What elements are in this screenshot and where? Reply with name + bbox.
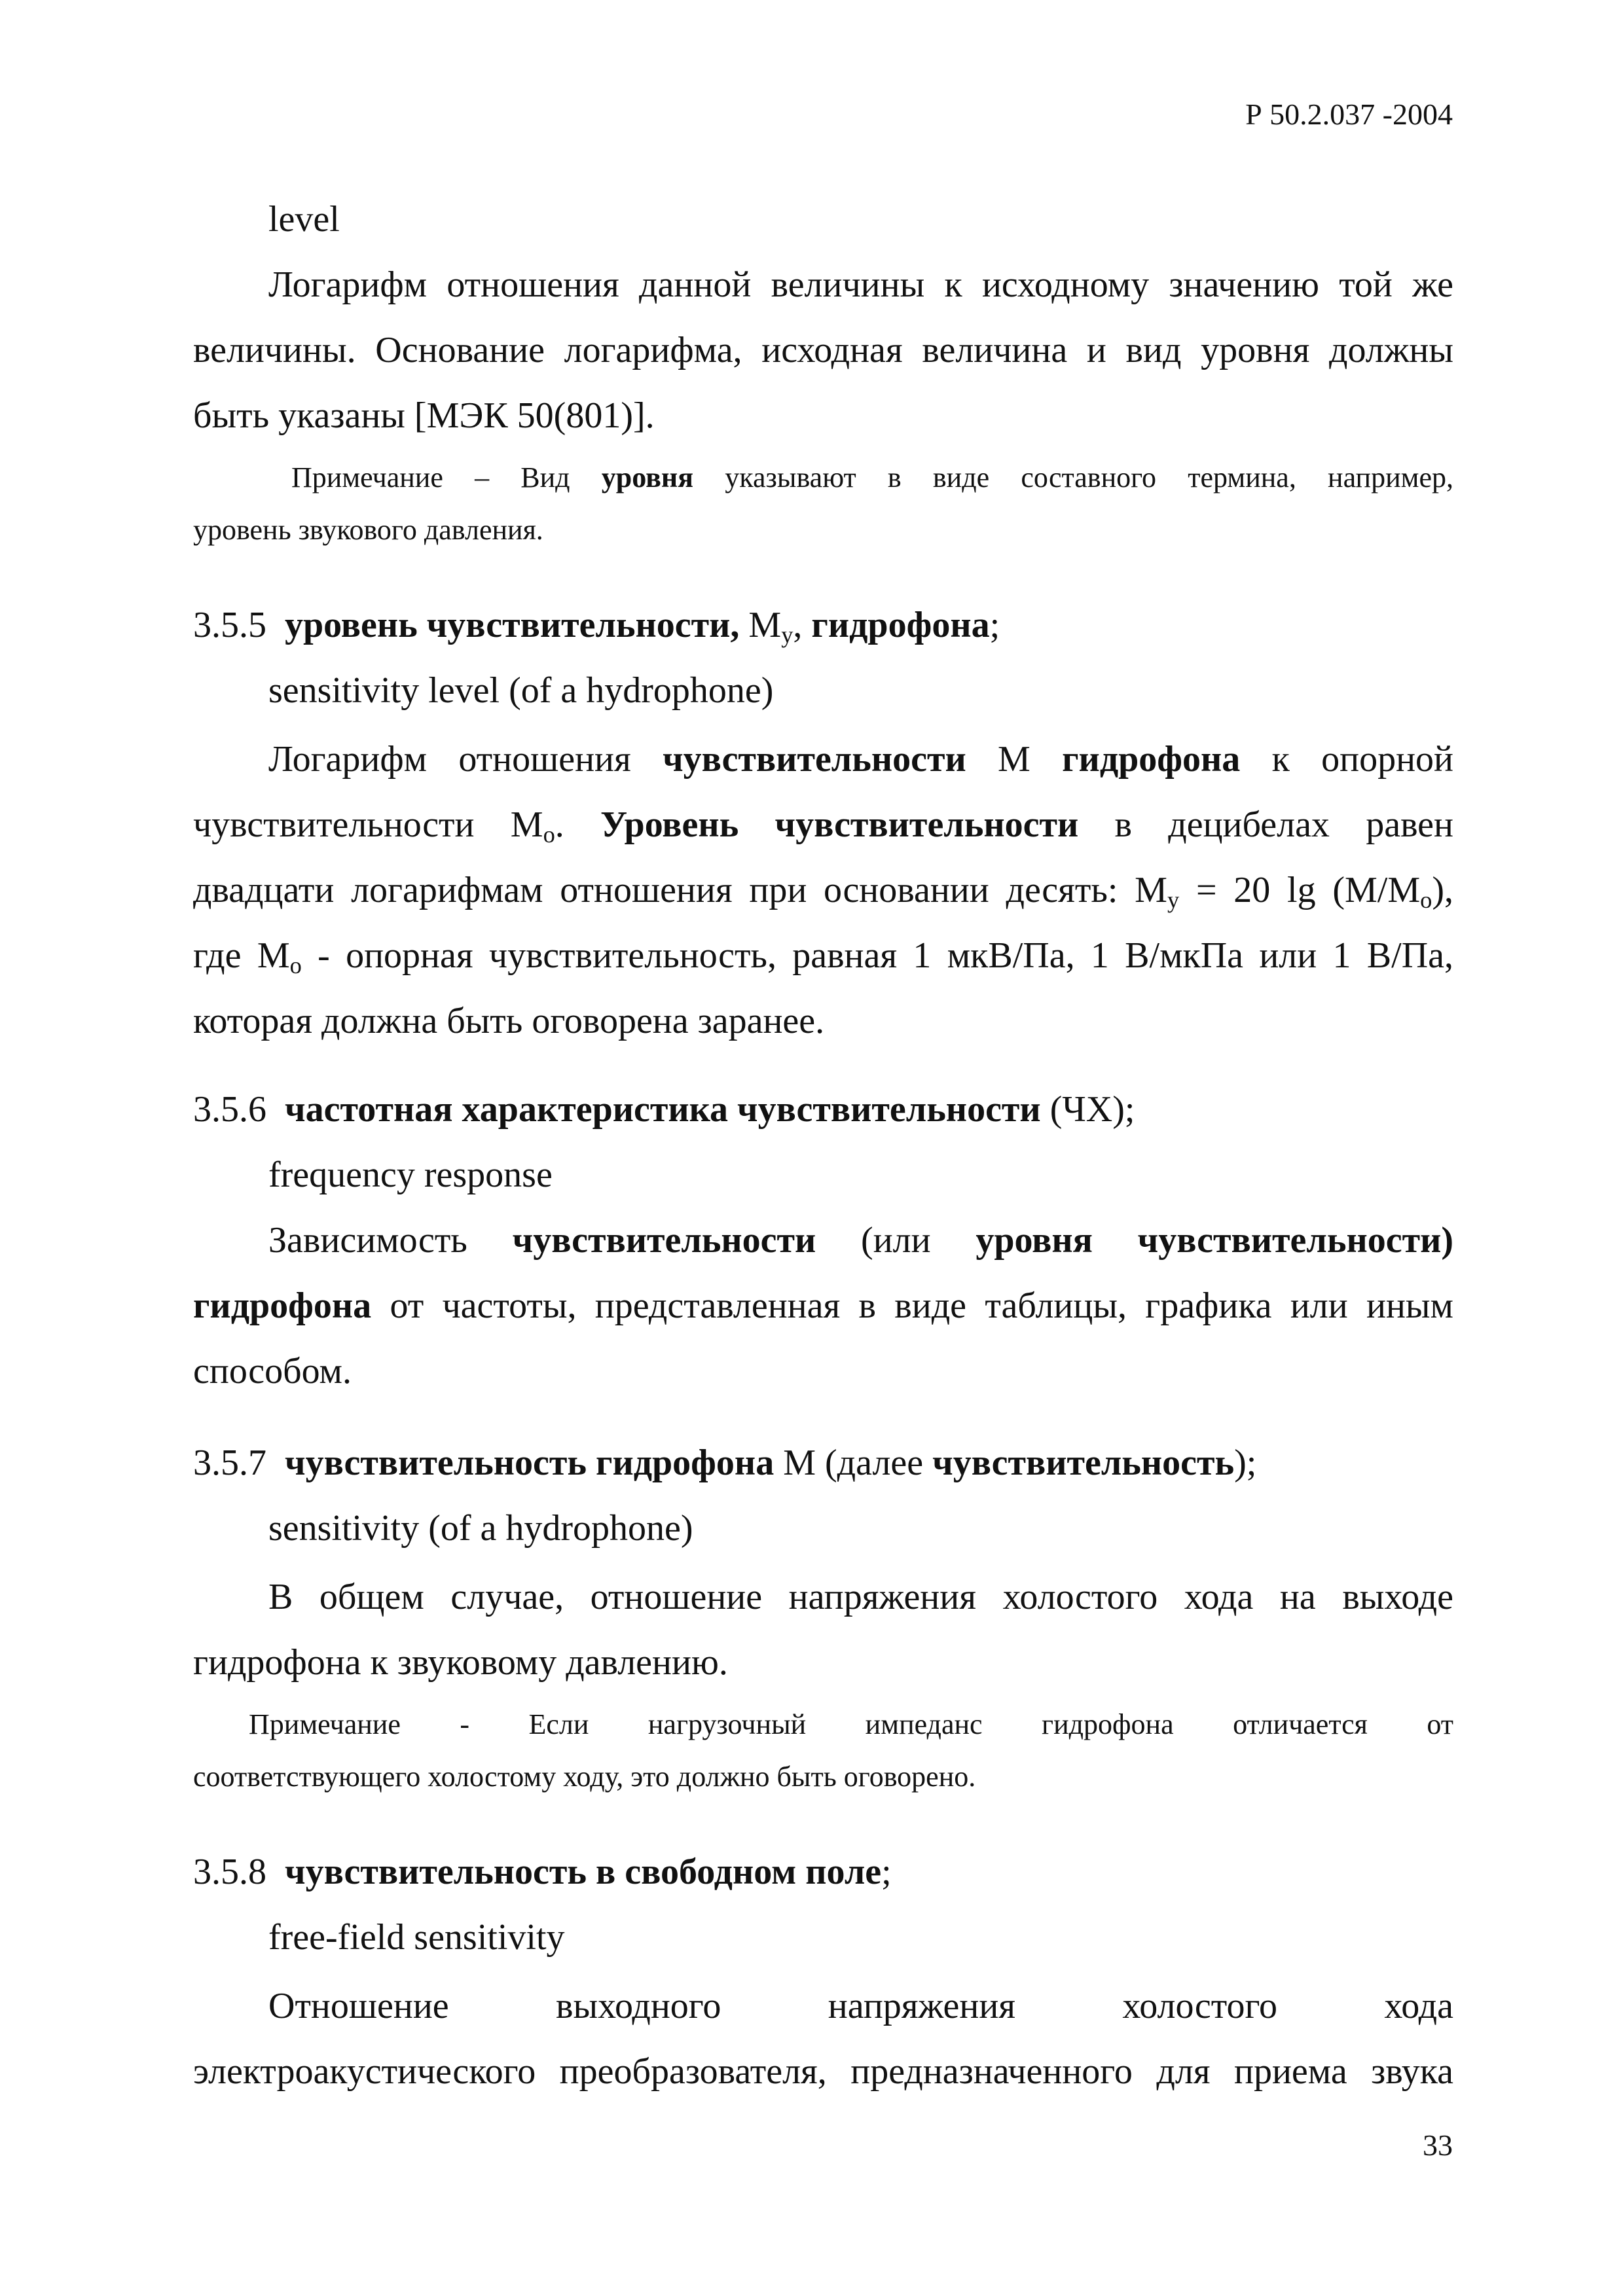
definition-line: чувствительности $M_o$. Уровень чувствительности в децибелах равен	[193, 804, 1454, 848]
definition-line: величины. Основание логарифма, исходная величина и вид уровня должны	[193, 330, 1453, 370]
english-term: sensitivity (of a hydrophone)	[268, 1508, 693, 1549]
definition-line: Зависимость чувствительности (или уровня чувствительности)	[268, 1220, 1453, 1261]
page-number: 33	[1423, 2128, 1453, 2162]
definition-line: Логарифм отношения чувствительности M гидрофона к опорной	[268, 739, 1454, 780]
definition-line: где $M_o$ - опорная чувствительность, равная 1 мкВ/Па, 1 В/мкПа или 1 В/Па,	[193, 935, 1453, 979]
note-line: соответствующего холостому ходу, это должно быть оговорено.	[193, 1761, 976, 1793]
definition-line: способом.	[193, 1351, 352, 1391]
note-line: уровень звукового давления.	[193, 514, 543, 546]
definition-line: гидрофона к звуковому давлению.	[193, 1642, 728, 1683]
english-term: free-field sensitivity	[268, 1917, 565, 1958]
section-heading: 3.5.8 чувствительность в свободном поле;	[193, 1852, 892, 1892]
english-term: level	[268, 199, 340, 240]
document-code: Р 50.2.037 -2004	[1245, 98, 1453, 131]
definition-line: гидрофона от частоты, представленная в виде таблицы, графика или иным	[193, 1285, 1453, 1326]
definition-line: двадцати логарифмам отношения при основании десять: $M_y = 20$ $\lg (M/M_o)$,	[193, 870, 1453, 914]
section-heading: 3.5.5 уровень чувствительности, $M_y$, гидрофона;	[193, 605, 1000, 649]
note-line: Примечание – Вид уровня указывают в виде составного термина, например,	[291, 461, 1453, 493]
definition-line: электроакустического преобразователя, предназначенного для приема звука	[193, 2051, 1453, 2092]
section-heading: 3.5.6 частотная характеристика чувствительности (ЧХ);	[193, 1089, 1135, 1130]
definition-line: В общем случае, отношение напряжения холостого хода на выходе	[268, 1577, 1453, 1617]
english-term: sensitivity level (of a hydrophone)	[268, 670, 774, 711]
definition-line: быть указаны [МЭК 50(801)].	[193, 395, 655, 436]
definition-line: Логарифм отношения данной величины к исходному значению той же	[268, 264, 1453, 305]
definition-line: Отношение выходного напряжения холостого хода	[268, 1986, 1453, 2026]
note-line: Примечание - Если нагрузочный импеданс гидрофона отличается от	[249, 1708, 1453, 1740]
english-term: frequency response	[268, 1155, 553, 1195]
definition-line: которая должна быть оговорена заранее.	[193, 1001, 825, 1041]
section-heading: 3.5.7 чувствительность гидрофона M (далее чувствительность);	[193, 1443, 1257, 1483]
